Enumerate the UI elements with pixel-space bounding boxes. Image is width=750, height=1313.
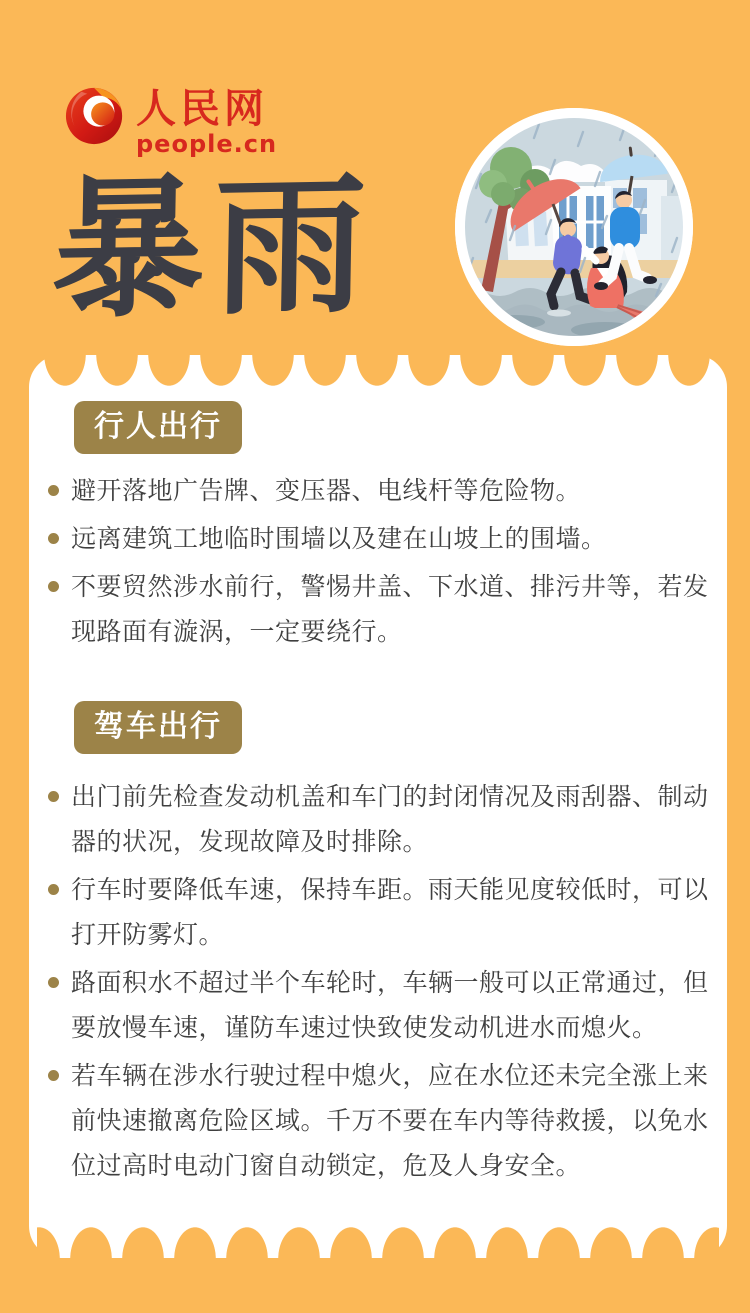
bullet-dot-icon (48, 485, 59, 496)
rain-scene-illustration-icon (455, 108, 693, 346)
tip-text: 若车辆在涉水行驶过程中熄火，应在水位还未完全涨上来前快速撤离危险区域。千万不要在车内等待救援，以免水位过高时电动门窗自动锁定，危及人身安全。 (71, 1061, 709, 1180)
section-heading-pedestrian: 行人出行 (74, 401, 242, 454)
tips-list-pedestrian (48, 468, 715, 654)
tip-text: 不要贸然涉水前行，警惕井盖、下水道、排污井等，若发现路面有漩涡，一定要绕行。 (71, 572, 709, 646)
tip-text: 避开落地广告牌、变压器、电线杆等危险物。 (71, 476, 582, 505)
people-cn-logo-en-text: people.cn (136, 130, 278, 158)
section-heading-driving: 驾车出行 (74, 701, 242, 754)
content-card (29, 355, 727, 1258)
tip-item (48, 867, 715, 957)
rain-scene-illustration (455, 108, 693, 346)
tip-item (48, 774, 715, 864)
tip-item (48, 468, 715, 513)
bullet-dot-icon (48, 533, 59, 544)
section-driving (48, 657, 715, 1188)
bullet-dot-icon (48, 581, 59, 592)
tip-text: 远离建筑工地临时围墙以及建在山坡上的围墙。 (71, 524, 607, 553)
section-pedestrian (48, 401, 715, 654)
bullet-dot-icon (48, 977, 59, 988)
tip-item (48, 564, 715, 654)
tip-text: 行车时要降低车速，保持车距。雨天能见度较低时，可以打开防雾灯。 (71, 875, 709, 949)
tip-item (48, 1053, 715, 1188)
bullet-dot-icon (48, 1070, 59, 1081)
people-cn-logo-cn-text: 人民网 (136, 85, 268, 132)
tip-item (48, 960, 715, 1050)
poster-title: 暴雨 (50, 156, 378, 339)
tips-list-driving (48, 774, 715, 1188)
scallop-edge-bottom (37, 1226, 719, 1259)
tip-text: 路面积水不超过半个车轮时，车辆一般可以正常通过，但要放慢车速，谨防车速过快致使发动机进水而熄火。 (71, 968, 709, 1042)
bullet-dot-icon (48, 791, 59, 802)
people-cn-logo (64, 84, 277, 156)
people-cn-globe-icon (64, 84, 126, 146)
scallop-edge-top (37, 354, 719, 387)
tip-item (48, 516, 715, 561)
tip-text: 出门前先检查发动机盖和车门的封闭情况及雨刮器、制动器的状况，发现故障及时排除。 (71, 782, 709, 856)
bullet-dot-icon (48, 884, 59, 895)
